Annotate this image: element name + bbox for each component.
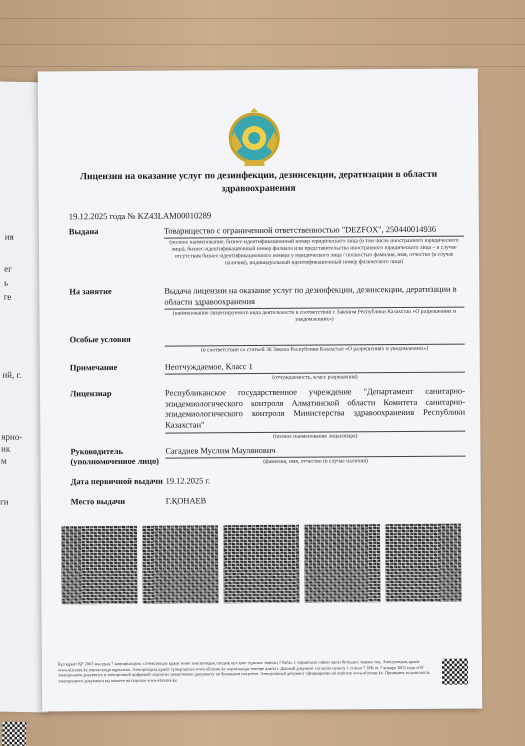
place-label: Место выдачи [70, 496, 126, 507]
qr-code [442, 659, 468, 685]
left-page-fragment: ий, г. [2, 369, 22, 380]
activity-label: На занятие [69, 287, 112, 297]
first-issue-value: 19.12.2025 г. [165, 476, 211, 486]
licensor-label: Лицензиар [69, 389, 112, 399]
remark-note: (отчуждаемость, класс разрешения) [272, 374, 358, 381]
kazakhstan-emblem-icon [226, 108, 282, 170]
left-page-fragment: ия [4, 231, 14, 242]
signature-barcode [223, 525, 300, 604]
place-value: Г.ҚОНАЕВ [165, 496, 207, 506]
license-page [38, 68, 482, 711]
license-date-number: 19.12.2025 года № KZ43LAM00010289 [68, 210, 212, 222]
licensor-value: Республиканское государственное учреждение "Департамент санитарно-эпидемиологического контроля Алматинской области Комитета санитарно-эпидемиологического контроля Министерства здравоохранения Республики Казахстан" [164, 386, 466, 430]
signature-barcode [385, 524, 462, 603]
qr-code [2, 722, 26, 746]
head-value: Сагадиев Муслим Маулянович [165, 445, 276, 456]
remark-label: Примечание [69, 362, 118, 373]
left-page-fragment: ик [1, 443, 11, 454]
left-page-fragment: ег [4, 263, 13, 274]
special-conditions-label: Особые условия [69, 334, 131, 345]
activity-note: (наименование лицензируемого вида деятельности в соответствии с Законом Республики Казахстан «О разрешениях и уведомлениях») [172, 308, 457, 323]
left-page-fragment: ги [0, 496, 9, 507]
head-note: (фамилия, имя, отчество (в случае наличия) [263, 458, 368, 465]
digital-signature-codes [61, 524, 462, 607]
left-page-fragment: ге [3, 291, 12, 302]
first-issue-label: Дата первичной выдачи [70, 476, 163, 487]
left-page-fragment: ь [3, 277, 9, 288]
issued-to-label: Выдана [68, 227, 99, 237]
remark-value: Неотчуждаемое, Класс 1 [164, 362, 253, 372]
signature-barcode [304, 524, 381, 603]
signature-barcode [142, 525, 219, 604]
activity-value: Выдача лицензии на оказание услуг по дезинфекции, дезинсекции, дератизации в области здравоохранения [164, 284, 457, 307]
issued-to-value: Товарищество с ограниченной ответственностью "DEZFOX", 250440014936 [163, 224, 437, 236]
signature-barcode [61, 526, 138, 605]
left-page-fragment: м [0, 455, 7, 466]
legal-footer: Бұл құжат ҚР 2003 жылдың 7 қаңтарындағы «Электронды құжат және электрондық сандық қол қою туралы» заңның 7 бабы, 1 тармағына сәйкес қағаз бетіндегі заңмен тең. Электрондық құжат www.elicense.kz порталында құрылған. Электрондық құжат түпнұсқасын www.elicense.kz порталында тексере аласыз. Данный документ согласно пункту 1 статьи 7 ЗРК от 7 января 2003 года «Об электронном документе и электронной цифровой подписи» равнозначен документу на бумажном носителе. Электронный документ сформирован на портале www.elicense.kz. Проверить подлинность электронного документа вы можете на портале www.elicense.kz. [57, 658, 431, 683]
license-title: Лицензия на оказание услуг по дезинфекции, дезинсекции, дератизации в области здравоохранения [79, 168, 438, 194]
special-conditions-note: (в соответствии со статьей 36 Закона Республики Казахстан «О разрешениях и уведомлениях») [201, 345, 429, 354]
licensor-note: (полное наименование лицензиара) [273, 433, 358, 440]
left-page-fragment: ярно- [1, 431, 23, 442]
head-label: Руководитель (уполномоченное лицо) [70, 446, 159, 467]
issued-to-note: (полное наименование, бизнес-идентификационный номер юридического лица (в том числе иностранного юридического лица), бизнес-идентификационный номер филиала или представительства иностранного юридического лица – в случае отсутствия бизнес-идентификационного номера у юридического лица / полностью фамилия, имя, отчество (в случае наличия), индивидуальный идентификационный номер физического лица) [169, 237, 459, 267]
